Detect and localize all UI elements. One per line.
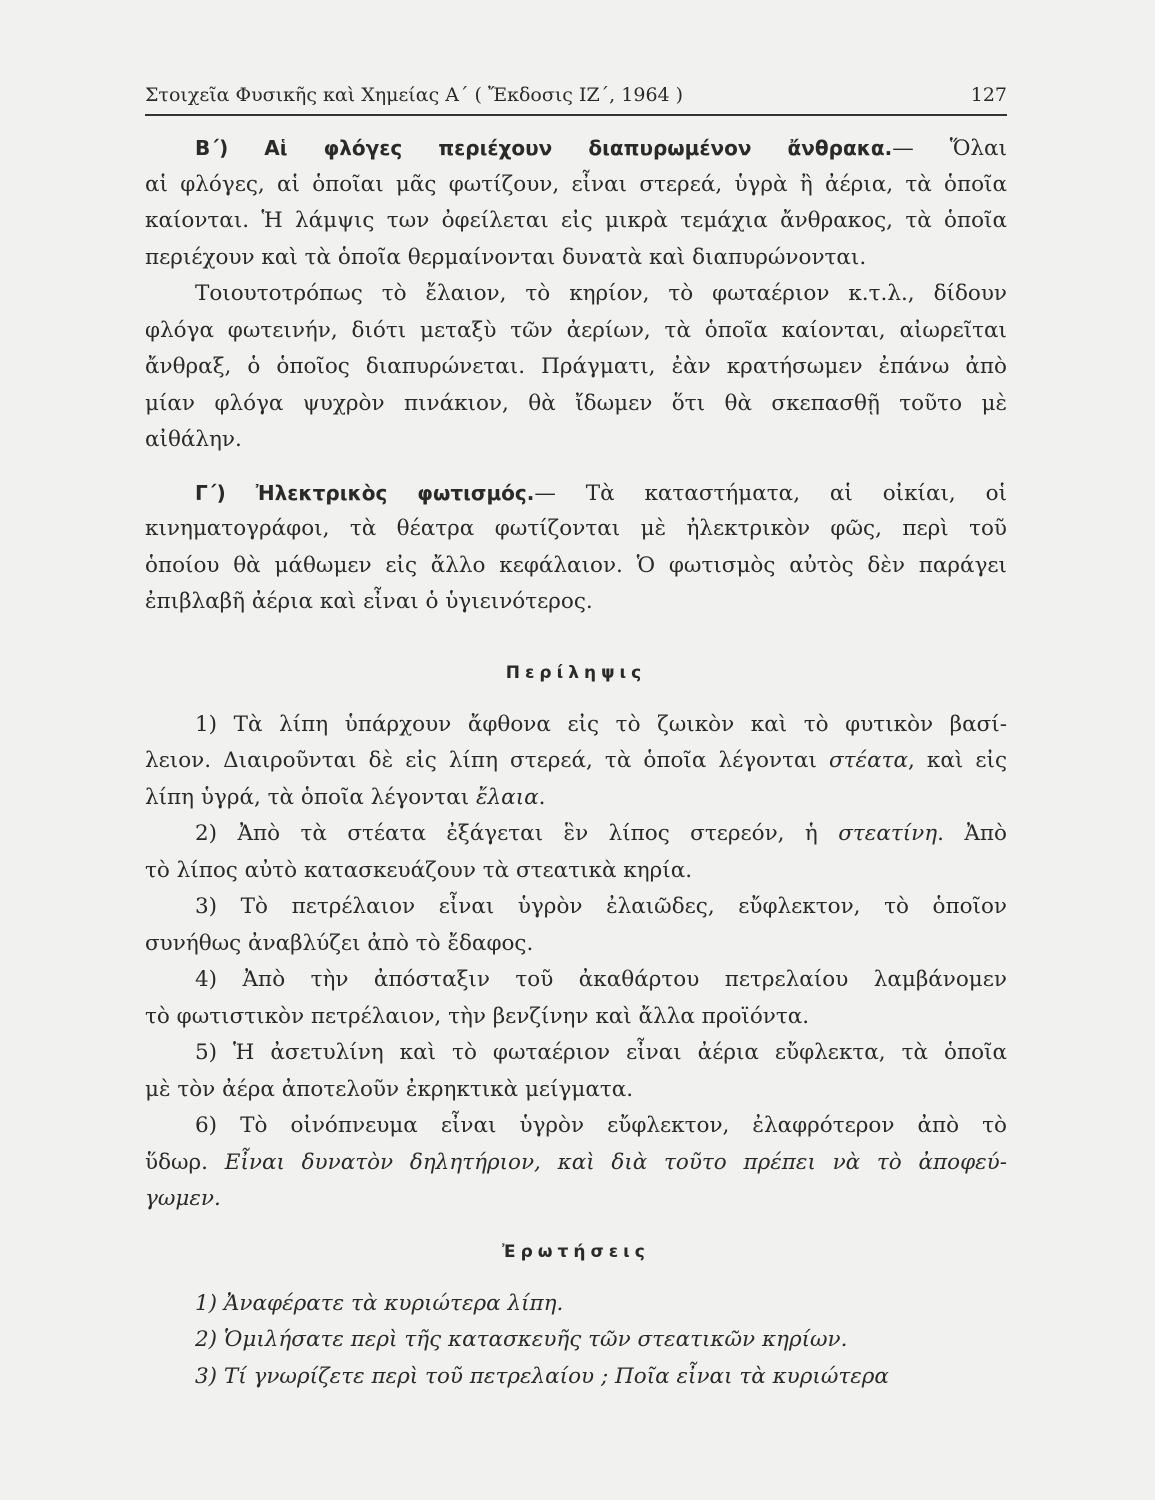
italic-text: 1) Ἀναφέρατε τὰ κυριώτερα λίπη. [195,1290,564,1316]
paragraph [145,707,1007,817]
text-line [145,999,1007,1036]
text-line [145,743,1007,780]
text-line [145,1108,1007,1145]
text-line [145,386,1007,423]
text-run: — Τὰ καταστήματα, αἱ οἰκίαι, οἱ [534,480,1008,506]
running-header [145,84,1007,110]
text-line [145,853,1007,890]
italic-text: 3) Τί γνωρίζετε περὶ τοῦ πετρελαίου ; Ποῖα εἶναι τὰ κυριώτερα [195,1363,889,1389]
text-line [145,962,1007,999]
text-run: 1) Τὰ λίπη ὑπάρχουν ἄφθονα εἰς τὸ ζωικὸν καὶ τὸ φυτικὸν βασί- [195,711,1007,737]
spacer [145,1218,1007,1234]
text-line [145,1286,1007,1323]
text-run: . [538,784,546,810]
text-line [145,1359,1007,1396]
text-run: Τοιουτοτρόπως τὸ ἔλαιον, τὸ κηρίον, τὸ φωταέριον κ.τ.λ., δίδουν [195,281,1007,306]
text-line [145,926,1007,963]
bold-subheading: Γ΄) Ἠλεκτρικὸς φωτισμός. [195,480,535,505]
text-run: αἱ φλόγες, αἱ ὁποῖαι μᾶς φωτίζουν, εἶναι στερεά, ὑγρὰ ἢ ἀέρια, τὰ ὁποῖα [145,171,1007,197]
text-run: ἄνθραξ, ὁ ὁποῖος διαπυρώνεται. Πράγματι, ἐὰν κρατήσωμεν ἐπάνω ἀπὸ [145,354,1007,379]
text-run: μίαν φλόγα ψυχρὸν πινάκιον, θὰ ἴδωμεν ὅτι θὰ σκεπασθῇ τοῦτο μὲ [145,390,1007,416]
text-line [145,1322,1007,1359]
text-run: 6) Τὸ οἰνόπνευμα εἶναι ὑγρὸν εὔφλεκτον, ἐλαφρότερον ἀπὸ τὸ [195,1113,1007,1138]
text-line [145,816,1007,853]
page-number: 127 [970,84,1007,106]
paragraph [145,276,1007,459]
text-run: ὕδωρ. [145,1149,225,1175]
text-run: αἰθάλην. [145,427,242,452]
text-line [145,240,1007,277]
text-line [145,1072,1007,1109]
text-run: φλόγα φωτεινήν, διότι μεταξὺ τῶν ἀερίων, τὰ ὁποῖα καίονται, αἰωρεῖται [145,317,1007,343]
text-run: κινηματογράφοι, τὰ θέατρα φωτίζονται μὲ ἠλεκτρικὸν φῶς, περὶ τοῦ [145,516,1007,541]
text-run: , καὶ εἰς [908,748,1007,773]
book-page [145,84,1007,1395]
italic-text: 2) Ὁμιλήσατε περὶ τῆς κατασκευῆς τῶν στεατικῶν κηρίων. [195,1327,848,1352]
paragraph [145,816,1007,889]
text-run: συνήθως ἀναβλύζει ἀπὸ τὸ ἔδαφος. [145,930,534,956]
italic-text: ἔλαια [476,784,539,810]
text-run: 5) Ἡ ἀσετυλίνη καὶ τὸ φωταέριον εἶναι ἀέρια εὔφλεκτα, τὰ ὁποῖα [195,1040,1007,1065]
header-title: Στοιχεῖα Φυσικῆς καὶ Χημείας Α΄ ( Ἔκδοσις ΙΖ΄, 1964 ) [145,84,684,106]
paragraph [145,962,1007,1035]
section-heading: Περίληψις [505,662,647,683]
text-run: 2) Ἀπὸ τὰ στέατα ἐξάγεται ἓν λίπος στερεόν, ἡ [195,821,839,846]
text-line [145,707,1007,744]
text-line [145,276,1007,313]
header-rule [145,114,1007,116]
text-line [145,203,1007,240]
text-run: . Ἀπὸ [937,821,1007,846]
spacer [145,691,1007,707]
text-run: μὲ τὸν ἀέρα ἀποτελοῦν ἐκρηκτικὰ μείγματα. [145,1076,634,1102]
text-run: τὸ φωτιστικὸν πετρέλαιον, τὴν βενζίνην καὶ ἄλλα προϊόντα. [145,1003,810,1029]
text-run: περιέχουν καὶ τὰ ὁποῖα θερμαίνονται δυνατὰ καὶ διαπυρώνονται. [145,244,867,270]
text-run: — Ὅλαι [892,136,1007,161]
text-line [145,313,1007,350]
text-line [145,422,1007,459]
spacer [145,1270,1007,1286]
text-run: λίπη ὑγρά, τὰ ὁποῖα λέγονται [145,784,477,810]
text-line [145,130,1007,167]
paragraph [145,1322,1007,1359]
text-line [145,475,1007,512]
italic-text: στεατίνη [838,821,938,846]
section-heading: Ἐρωτήσεις [502,1241,650,1262]
page-body [145,130,1007,1395]
text-line [145,889,1007,926]
italic-text: γωμεν. [145,1186,221,1211]
text-run: τὸ λίπος αὐτὸ κατασκευάζουν τὰ στεατικὰ κηρία. [145,857,693,883]
text-line [145,1035,1007,1072]
text-run: ὁποίου θὰ μάθωμεν εἰς ἄλλο κεφάλαιον. Ὁ φωτισμὸς αὐτὸς δὲν παράγει [145,552,1007,578]
paragraph [145,1108,1007,1218]
text-line [145,1145,1007,1182]
paragraph [145,1035,1007,1108]
paragraph [145,130,1007,276]
paragraph [145,1359,1007,1396]
text-run: λειον. Διαιροῦνται δὲ εἰς λίπη στερεά, τὰ ὁποῖα λέγονται [145,748,829,773]
text-line [145,167,1007,204]
italic-text: Εἶναι δυνατὸν δηλητήριον, καὶ διὰ τοῦτο πρέπει νὰ τὸ ἀποφεύ- [224,1149,1007,1175]
text-line [145,349,1007,386]
text-run: ἐπιβλαβῆ ἀέρια καὶ εἶναι ὁ ὑγιεινότερος. [145,589,593,614]
italic-text: στέατα [828,748,909,773]
text-run: 3) Τὸ πετρέλαιον εἶναι ὑγρὸν ἐλαιῶδες, εὔφλεκτον, τὸ ὁποῖον [195,894,1007,919]
text-run: καίονται. Ἡ λάμψις των ὀφείλεται εἰς μικρὰ τεμάχια ἄνθρακος, τὰ ὁποῖα [145,208,1007,233]
text-line [145,548,1007,585]
spacer [145,621,1007,655]
text-line [145,780,1007,817]
text-run: 4) Ἀπὸ τὴν ἀπόσταξιν τοῦ ἀκαθάρτου πετρελαίου λαμβάνομεν [195,967,1007,992]
paragraph [145,889,1007,962]
text-line [145,1181,1007,1218]
text-line [145,511,1007,548]
paragraph [145,475,1007,621]
text-line [145,584,1007,621]
paragraph [145,1286,1007,1323]
spacer [145,459,1007,475]
bold-subheading: Β΄) Αἱ φλόγες περιέχουν διαπυρωμένον ἄνθρακα. [195,136,893,160]
